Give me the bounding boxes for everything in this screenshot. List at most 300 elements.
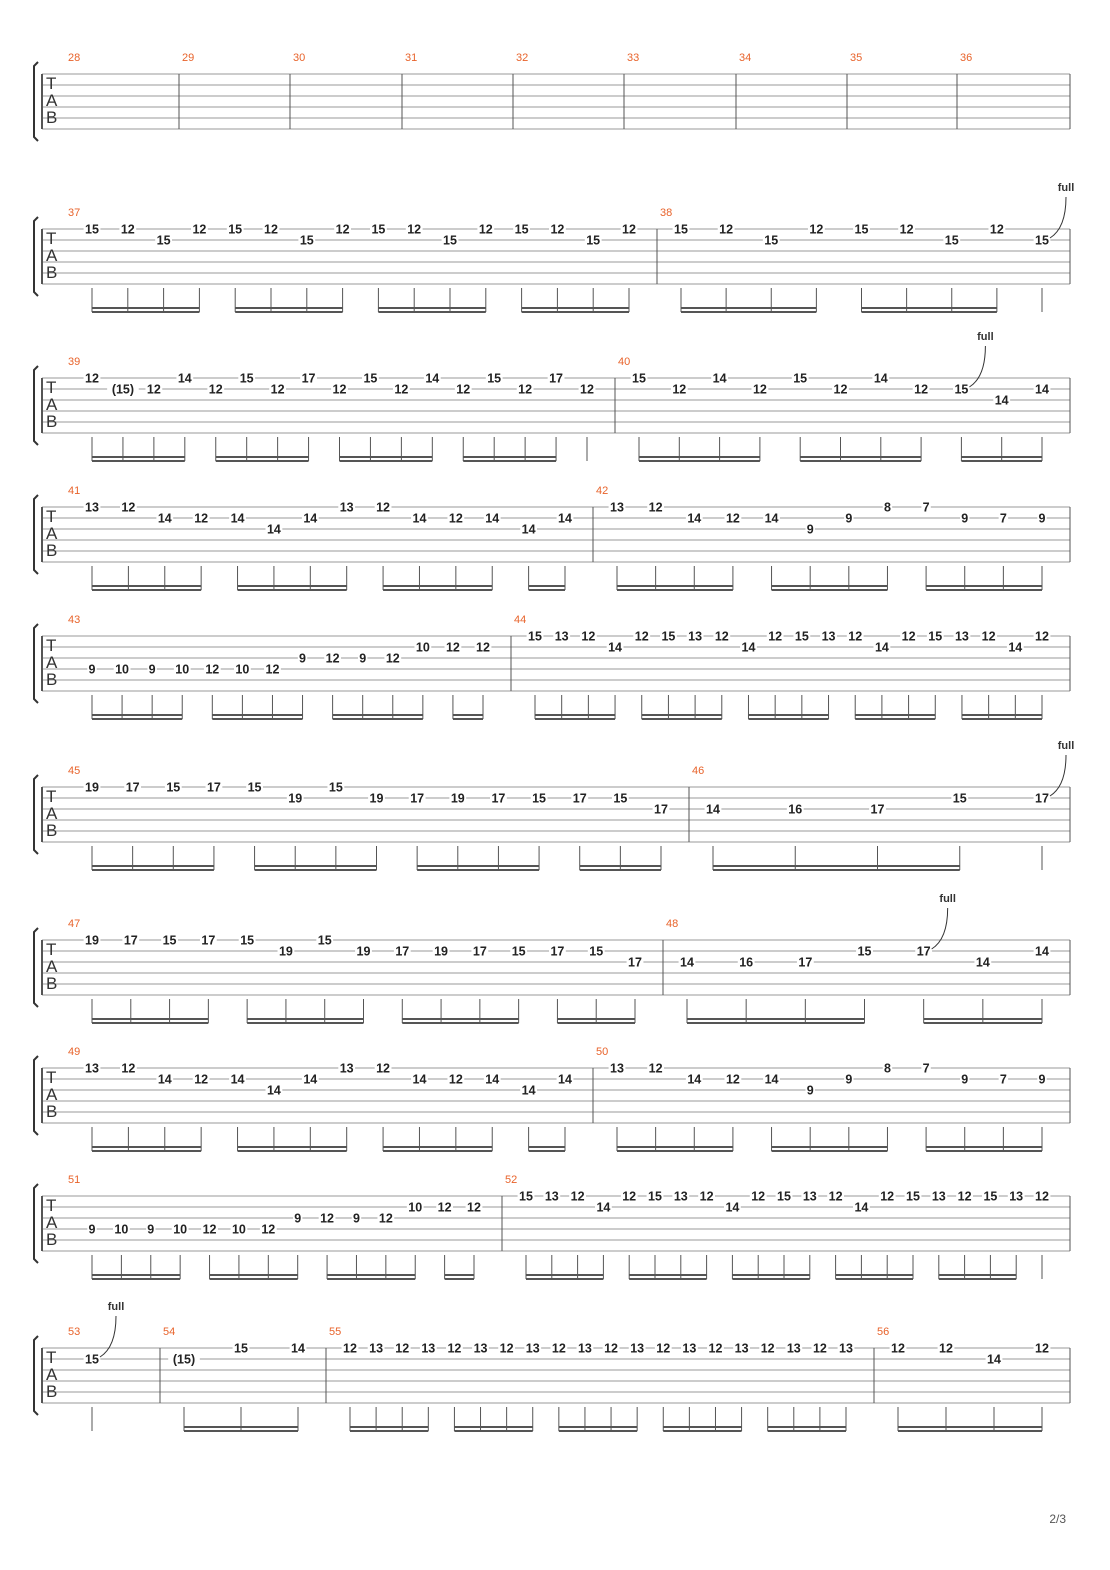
fret-number: 15: [514, 222, 529, 237]
fret-number: 12: [719, 222, 734, 237]
measure-number: 41: [68, 485, 81, 497]
tab-clef-letter: B: [46, 974, 58, 993]
fret-number: 15: [674, 222, 688, 237]
fret-number: 15: [519, 1189, 533, 1204]
system-bracket: [34, 62, 38, 141]
fret-number: 12: [85, 371, 99, 386]
fret-number: 15: [648, 1189, 662, 1204]
fret-number: 14: [521, 522, 536, 537]
system-bracket: [34, 1056, 38, 1135]
fret-number: 15: [528, 629, 542, 644]
fret-number: 12: [448, 1072, 463, 1087]
fret-number: 12: [672, 382, 687, 397]
tab-clef-letter: A: [46, 804, 58, 823]
fret-number: 12: [456, 382, 471, 397]
tab-system: [34, 1046, 1070, 1151]
fret-number: 12: [121, 1061, 136, 1076]
fret-number: 14: [157, 1072, 172, 1087]
tab-clef-letter: A: [46, 1085, 58, 1104]
fret-number: 12: [760, 1341, 775, 1356]
fret-number: 12: [448, 511, 463, 526]
bend-label: full: [939, 893, 956, 905]
fret-number: 9: [845, 1072, 853, 1087]
fret-number: 15: [954, 382, 969, 397]
fret-number: 14: [485, 1072, 500, 1087]
fret-number: 15: [166, 780, 181, 795]
fret-number: 12: [261, 1222, 276, 1237]
fret-number: 15: [952, 791, 967, 806]
fret-number: 12: [208, 382, 223, 397]
fret-number: 14: [412, 511, 427, 526]
fret-number: 12: [604, 1341, 619, 1356]
fret-number: 12: [407, 222, 422, 237]
fret-number: 15: [613, 791, 628, 806]
fret-number: 12: [725, 1072, 740, 1087]
fret-number: 9: [148, 662, 156, 677]
fret-number: 13: [673, 1189, 688, 1204]
system-bracket: [34, 217, 38, 296]
fret-number: 14: [303, 511, 318, 526]
tab-clef-letter: B: [46, 670, 58, 689]
fret-number: 12: [880, 1189, 895, 1204]
fret-number: 9: [299, 651, 307, 666]
fret-number: 12: [809, 222, 824, 237]
fret-number: 12: [901, 629, 916, 644]
fret-number: 13: [1009, 1189, 1024, 1204]
fret-number: 12: [1035, 629, 1049, 644]
fret-number: 15: [944, 233, 959, 248]
tab-clef-letter: T: [46, 636, 57, 655]
fret-number: 12: [335, 222, 350, 237]
fret-number: 13: [931, 1189, 946, 1204]
system-bracket: [34, 624, 38, 703]
measure-number: 52: [505, 1174, 518, 1186]
tab-system: [34, 52, 1070, 141]
fret-number: 13: [821, 629, 836, 644]
fret-number: 12: [989, 222, 1004, 237]
fret-number: 15: [793, 371, 808, 386]
fret-number: 13: [630, 1341, 645, 1356]
fret-number: 19: [288, 791, 303, 806]
tab-clef-letter: B: [46, 821, 58, 840]
measure-number: 56: [877, 1326, 890, 1338]
fret-number: 15: [487, 371, 502, 386]
fret-number: 12: [320, 1211, 335, 1226]
fret-number: 14: [764, 1072, 779, 1087]
fret-number: 12: [499, 1341, 514, 1356]
fret-number: 12: [714, 629, 729, 644]
fret-number: 14: [687, 511, 702, 526]
fret-number: 12: [551, 1341, 566, 1356]
fret-number: 12: [445, 640, 460, 655]
tab-clef-letter: B: [46, 1102, 58, 1121]
fret-number: 14: [157, 511, 172, 526]
fret-number: 19: [369, 791, 384, 806]
fret-number: 19: [434, 944, 449, 959]
fret-number: 15: [928, 629, 943, 644]
fret-number: 12: [447, 1341, 462, 1356]
fret-number: 9: [961, 511, 969, 526]
fret-number: 13: [85, 500, 99, 515]
measure-number: 30: [293, 52, 306, 64]
bend-arrow: [100, 1316, 116, 1357]
fret-number: 17: [798, 955, 813, 970]
fret-number: 12: [648, 1061, 663, 1076]
measure-number: 28: [68, 52, 81, 64]
measure-number: 42: [596, 485, 609, 497]
fret-number: 12: [192, 222, 207, 237]
fret-number: 12: [194, 1072, 209, 1087]
fret-number: 9: [352, 1211, 360, 1226]
fret-number: 15: [247, 780, 262, 795]
fret-number: 17: [206, 780, 221, 795]
fret-number: 9: [88, 1222, 96, 1237]
fret-number: 12: [768, 629, 783, 644]
fret-number: 13: [369, 1341, 384, 1356]
fret-number: 12: [725, 511, 740, 526]
tab-clef-letter: T: [46, 378, 57, 397]
fret-number: 14: [687, 1072, 702, 1087]
system-bracket: [34, 495, 38, 574]
fret-number: 15: [1035, 233, 1049, 248]
measure-number: 34: [739, 52, 752, 64]
fret-number: 15: [299, 233, 314, 248]
tab-clef-letter: T: [46, 940, 57, 959]
fret-number: 17: [410, 791, 425, 806]
fret-number: 12: [146, 382, 161, 397]
fret-number: 14: [608, 640, 623, 655]
fret-number: 14: [994, 393, 1009, 408]
fret-number: 10: [408, 1200, 423, 1215]
fret-number: 12: [394, 382, 409, 397]
bend-label: full: [977, 331, 994, 343]
fret-number: 12: [899, 222, 914, 237]
fret-number: 14: [291, 1341, 305, 1356]
fret-number: 14: [230, 1072, 245, 1087]
fret-number: 14: [764, 511, 779, 526]
tab-clef-letter: A: [46, 246, 58, 265]
fret-number: 16: [739, 955, 754, 970]
fret-number: 17: [549, 371, 564, 386]
fret-number: 15: [156, 233, 171, 248]
fret-number: 12: [332, 382, 347, 397]
fret-number: 9: [147, 1222, 155, 1237]
measure-number: 33: [627, 52, 640, 64]
tab-system: [34, 614, 1070, 719]
fret-number: 15: [443, 233, 457, 248]
tab-system: [34, 331, 1070, 461]
tab-clef-letter: B: [46, 263, 58, 282]
fret-number: 13: [839, 1341, 853, 1356]
fret-number: 13: [786, 1341, 801, 1356]
fret-number: 12: [121, 500, 136, 515]
fret-number: 15: [589, 944, 604, 959]
fret-number: 17: [654, 802, 668, 817]
fret-number: 9: [806, 1083, 814, 1098]
fret-number: 14: [1035, 382, 1049, 397]
fret-number: 17: [125, 780, 140, 795]
fret-number: 12: [467, 1200, 481, 1215]
fret-number: 14: [1008, 640, 1023, 655]
fret-number: 14: [485, 511, 500, 526]
measure-number: 32: [516, 52, 529, 64]
fret-number: 15: [511, 944, 526, 959]
tab-clef-letter: A: [46, 653, 58, 672]
tab-clef-letter: T: [46, 229, 57, 248]
fret-number: 12: [957, 1189, 972, 1204]
measure-number: 39: [68, 356, 81, 368]
fret-number: 13: [544, 1189, 559, 1204]
fret-number: 12: [376, 500, 391, 515]
tab-clef-letter: T: [46, 507, 57, 526]
fret-number: 12: [343, 1341, 357, 1356]
fret-number: 15: [532, 791, 547, 806]
tab-clef-letter: B: [46, 108, 58, 127]
fret-number: (15): [172, 1352, 196, 1367]
fret-number: 12: [812, 1341, 827, 1356]
fret-number: 14: [873, 371, 888, 386]
fret-number: 12: [622, 1189, 637, 1204]
measure-number: 50: [596, 1046, 609, 1058]
fret-number: 15: [240, 933, 255, 948]
measure-number: 43: [68, 614, 81, 626]
fret-number: 12: [205, 662, 220, 677]
measure-number: 47: [68, 918, 81, 930]
fret-number: 10: [114, 1222, 129, 1237]
tab-system: [34, 1174, 1070, 1279]
fret-number: 10: [231, 1222, 246, 1237]
fret-number: 19: [278, 944, 293, 959]
fret-number: (15): [111, 382, 135, 397]
fret-number: 12: [981, 629, 996, 644]
measure-number: 40: [618, 356, 631, 368]
bend-label: full: [107, 1301, 125, 1313]
fret-number: 12: [378, 1211, 393, 1226]
fret-number: 12: [622, 222, 636, 237]
fret-number: 12: [1035, 1341, 1049, 1356]
fret-number: 15: [317, 933, 332, 948]
fret-number: 14: [303, 1072, 318, 1087]
fret-number: 10: [115, 662, 130, 677]
fret-number: 12: [570, 1189, 585, 1204]
fret-number: 12: [202, 1222, 217, 1237]
fret-number: 15: [162, 933, 177, 948]
fret-number: 12: [265, 662, 280, 677]
fret-number: 15: [85, 1352, 99, 1367]
fret-number: 14: [725, 1200, 740, 1215]
fret-number: 17: [395, 944, 410, 959]
fret-number: 19: [85, 780, 99, 795]
fret-number: 16: [788, 802, 803, 817]
fret-number: 12: [656, 1341, 671, 1356]
measure-number: 37: [68, 207, 81, 219]
fret-number: 12: [708, 1341, 723, 1356]
fret-number: 17: [123, 933, 138, 948]
fret-number: 9: [806, 522, 814, 537]
page-number: 2/3: [1049, 1512, 1066, 1526]
fret-number: 17: [916, 944, 931, 959]
fret-number: 12: [891, 1341, 905, 1356]
fret-number: 14: [874, 640, 889, 655]
bend-label: full: [1057, 182, 1075, 194]
fret-number: 17: [1035, 791, 1049, 806]
fret-number: 12: [395, 1341, 410, 1356]
tab-system: [34, 1301, 1070, 1431]
tab-clef-letter: B: [46, 541, 58, 560]
fret-number: 9: [294, 1211, 302, 1226]
fret-number: 17: [550, 944, 565, 959]
tab-system: [34, 893, 1070, 1023]
tab-clef-letter: A: [46, 524, 58, 543]
tab-clef-letter: B: [46, 1382, 58, 1401]
fret-number: 15: [328, 780, 343, 795]
tab-clef-letter: A: [46, 957, 58, 976]
fret-number: 10: [173, 1222, 188, 1237]
fret-number: 12: [194, 511, 209, 526]
fret-number: 12: [478, 222, 493, 237]
fret-number: 12: [376, 1061, 391, 1076]
tab-clef-letter: A: [46, 91, 58, 110]
fret-number: 9: [88, 662, 96, 677]
tab-clef-letter: B: [46, 412, 58, 431]
measure-number: 55: [329, 1326, 342, 1338]
fret-number: 13: [339, 1061, 354, 1076]
fret-number: 12: [580, 382, 594, 397]
measure-number: 35: [850, 52, 863, 64]
fret-number: 8: [883, 1061, 891, 1076]
system-bracket: [34, 1184, 38, 1263]
fret-number: 12: [828, 1189, 843, 1204]
fret-number: 9: [845, 511, 853, 526]
fret-number: 14: [680, 955, 694, 970]
fret-number: 15: [777, 1189, 791, 1204]
fret-number: 12: [833, 382, 848, 397]
fret-number: 14: [230, 511, 245, 526]
system-bracket: [34, 928, 38, 1007]
fret-number: 14: [596, 1200, 611, 1215]
fret-number: 14: [177, 371, 192, 386]
fret-number: 13: [610, 1061, 624, 1076]
tab-clef-letter: T: [46, 787, 57, 806]
fret-number: 12: [120, 222, 135, 237]
fret-number: 12: [476, 640, 490, 655]
fret-number: 17: [628, 955, 642, 970]
fret-number: 15: [371, 222, 386, 237]
fret-number: 14: [558, 1072, 572, 1087]
fret-number: 14: [741, 640, 756, 655]
fret-number: 17: [572, 791, 587, 806]
fret-number: 14: [987, 1352, 1001, 1367]
fret-number: 15: [764, 233, 779, 248]
fret-number: 15: [363, 371, 378, 386]
fret-number: 7: [922, 500, 930, 515]
fret-number: 9: [359, 651, 367, 666]
fret-number: 19: [356, 944, 371, 959]
fret-number: 12: [437, 1200, 452, 1215]
fret-number: 13: [682, 1341, 697, 1356]
fret-number: 13: [525, 1341, 540, 1356]
tab-clef-letter: T: [46, 1196, 57, 1215]
fret-number: 12: [581, 629, 596, 644]
measure-number: 46: [692, 765, 705, 777]
fret-number: 12: [385, 651, 400, 666]
measure-number: 53: [68, 1326, 81, 1338]
fret-number: 7: [999, 1072, 1007, 1087]
fret-number: 14: [706, 802, 720, 817]
fret-number: 14: [266, 522, 281, 537]
measure-number: 38: [660, 207, 673, 219]
tab-clef-letter: T: [46, 74, 57, 93]
fret-number: 13: [954, 629, 969, 644]
fret-number: 15: [85, 222, 99, 237]
tab-clef-letter: T: [46, 1068, 57, 1087]
bend-arrow: [969, 346, 985, 387]
tab-clef-letter: A: [46, 1213, 58, 1232]
fret-number: 9: [961, 1072, 969, 1087]
system-bracket: [34, 1336, 38, 1415]
fret-number: 12: [518, 382, 533, 397]
fret-number: 15: [234, 1341, 248, 1356]
measure-number: 31: [405, 52, 418, 64]
fret-number: 13: [802, 1189, 817, 1204]
fret-number: 13: [577, 1341, 592, 1356]
measure-number: 49: [68, 1046, 81, 1058]
fret-number: 12: [264, 222, 278, 237]
fret-number: 17: [491, 791, 506, 806]
measure-number: 45: [68, 765, 81, 777]
fret-number: 14: [975, 955, 990, 970]
fret-number: 14: [521, 1083, 536, 1098]
measure-number: 36: [960, 52, 973, 64]
fret-number: 15: [794, 629, 809, 644]
fret-number: 12: [648, 500, 663, 515]
fret-number: 19: [450, 791, 465, 806]
fret-number: 14: [854, 1200, 869, 1215]
fret-number: 19: [85, 933, 99, 948]
bend-arrow: [1050, 197, 1066, 238]
fret-number: 14: [412, 1072, 427, 1087]
fret-number: 10: [235, 662, 250, 677]
fret-number: 9: [1038, 1072, 1046, 1087]
fret-number: 13: [610, 500, 624, 515]
fret-number: 8: [883, 500, 891, 515]
tab-system: [34, 740, 1074, 870]
fret-number: 13: [85, 1061, 99, 1076]
fret-number: 12: [550, 222, 565, 237]
fret-number: 12: [270, 382, 285, 397]
fret-number: 12: [914, 382, 929, 397]
fret-number: 12: [848, 629, 863, 644]
fret-number: 14: [266, 1083, 281, 1098]
fret-number: 10: [415, 640, 430, 655]
fret-number: 17: [301, 371, 316, 386]
fret-number: 15: [239, 371, 254, 386]
fret-number: 10: [175, 662, 190, 677]
fret-number: 12: [1035, 1189, 1049, 1204]
tab-system: [34, 182, 1074, 312]
fret-number: 13: [339, 500, 354, 515]
fret-number: 17: [201, 933, 216, 948]
fret-number: 13: [688, 629, 703, 644]
fret-number: 14: [1035, 944, 1049, 959]
measure-number: 54: [163, 1326, 176, 1338]
fret-number: 12: [752, 382, 767, 397]
measure-number: 48: [666, 918, 679, 930]
fret-number: 12: [699, 1189, 714, 1204]
fret-number: 13: [734, 1341, 749, 1356]
bend-arrow: [1050, 755, 1066, 796]
measure-number: 51: [68, 1174, 81, 1186]
